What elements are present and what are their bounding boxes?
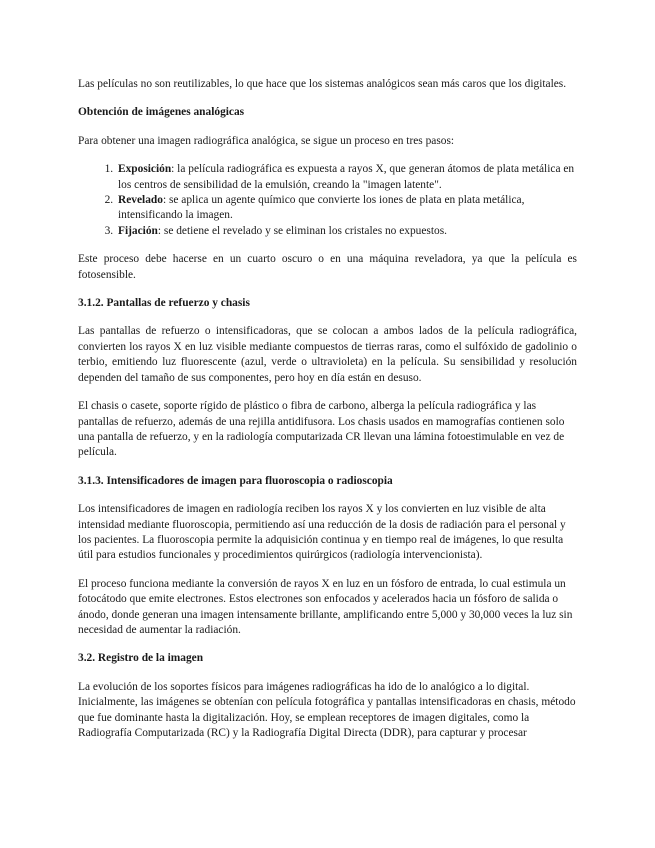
- list-item: [116, 193, 577, 224]
- steps-list: [78, 162, 577, 239]
- heading-image-intensifiers: 3.1.3. Intensificadores de imagen para fluoroscopia o radioscopia: [78, 474, 393, 487]
- list-item: [116, 162, 577, 193]
- paragraph-cassette: El chasis o casete, soporte rígido de plástico o fibra de carbono, alberga la película radiográfica y las pantallas de refuerzo, además de una rejilla antidifusora. Los chasis usados en mamografías contienen solo una pantalla de refuerzo, y en la radiología computarizada CR llevan una lámina fotoestimulable en vez de película.: [78, 400, 565, 459]
- paragraph-intensifier-process: El proceso funciona mediante la conversión de rayos X en luz en un fósforo de entrada, lo cual estimula un fotocátodo que emite electrones. Estos electrones son enfocados y acelerados hacia un fósforo de salida o ánodo, donde generan una imagen intensamente brillante, amplificando entre 5,000 y 30,000 veces la luz sin necesidad de aumentar la radiación.: [78, 577, 573, 636]
- paragraph-intensifiers: Los intensificadores de imagen en radiología reciben los rayos X y los convierten en luz visible de alta intensidad mediante fluoroscopia, permitiendo así una reducción de la dosis de radiación para el personal y los pacientes. La fluoroscopia permite la adquisición continua y en tiempo real de imágenes, lo que resulta útil para estudios funcionales y procedimientos quirúrgicos (radiología intervencionista).: [78, 503, 566, 562]
- paragraph-film-cost: Las películas no son reutilizables, lo que hace que los sistemas analógicos sean más caros que los digitales.: [78, 78, 567, 90]
- heading-analog-images: Obtención de imágenes analógicas: [78, 106, 245, 119]
- heading-screens-cassettes: 3.1.2. Pantallas de refuerzo y chasis: [78, 297, 250, 310]
- step-term: Fijación: [118, 224, 158, 237]
- step-term: Exposición: [118, 163, 172, 176]
- heading-image-recording: 3.2. Registro de la imagen: [78, 652, 204, 665]
- paragraph-intensifying-screens: Las pantallas de refuerzo o intensificadoras, que se colocan a ambos lados de la película radiográfica, convierten los rayos X en luz visible mediante compuestos de tierras raras, como el sulfóxido de gadolinio o terbio, emitiendo luz fluorescente (azul, verde o ultravioleta) en la película. Su sensibilidad y resolución dependen del tamaño de sus componentes, pero hoy en día están en desuso.: [78, 325, 577, 384]
- paragraph-darkroom: Este proceso debe hacerse en un cuarto oscuro o en una máquina reveladora, ya que la película es fotosensible.: [78, 253, 577, 281]
- step-text: : se detiene el revelado y se eliminan los cristales no expuestos.: [157, 224, 447, 237]
- document-page: [78, 77, 577, 754]
- step-text: : la película radiográfica es expuesta a rayos X, que generan átomos de plata metálica en los centros de sensibilidad de la emulsión, creando la "imagen latente".: [118, 163, 575, 191]
- step-text: : se aplica un agente químico que convierte los iones de plata en plata metálica, intensificando la imagen.: [118, 194, 525, 222]
- paragraph-process-intro: Para obtener una imagen radiográfica analógica, se sigue un proceso en tres pasos:: [78, 134, 455, 147]
- paragraph-image-recording: La evolución de los soportes físicos para imágenes radiográficas ha ido de lo analógico a lo digital. Inicialmente, las imágenes se obtenían con película fotográfica y pantallas intensificadoras en chasis, método que fue dominante hasta la digitalización. Hoy, se emplean receptores de imagen digitales, como la Radiografía Computarizada (RC) y la Radiografía Digital Directa (DDR), para capturar y procesar: [78, 680, 576, 739]
- step-term: Revelado: [118, 194, 163, 207]
- list-item: [116, 224, 577, 239]
